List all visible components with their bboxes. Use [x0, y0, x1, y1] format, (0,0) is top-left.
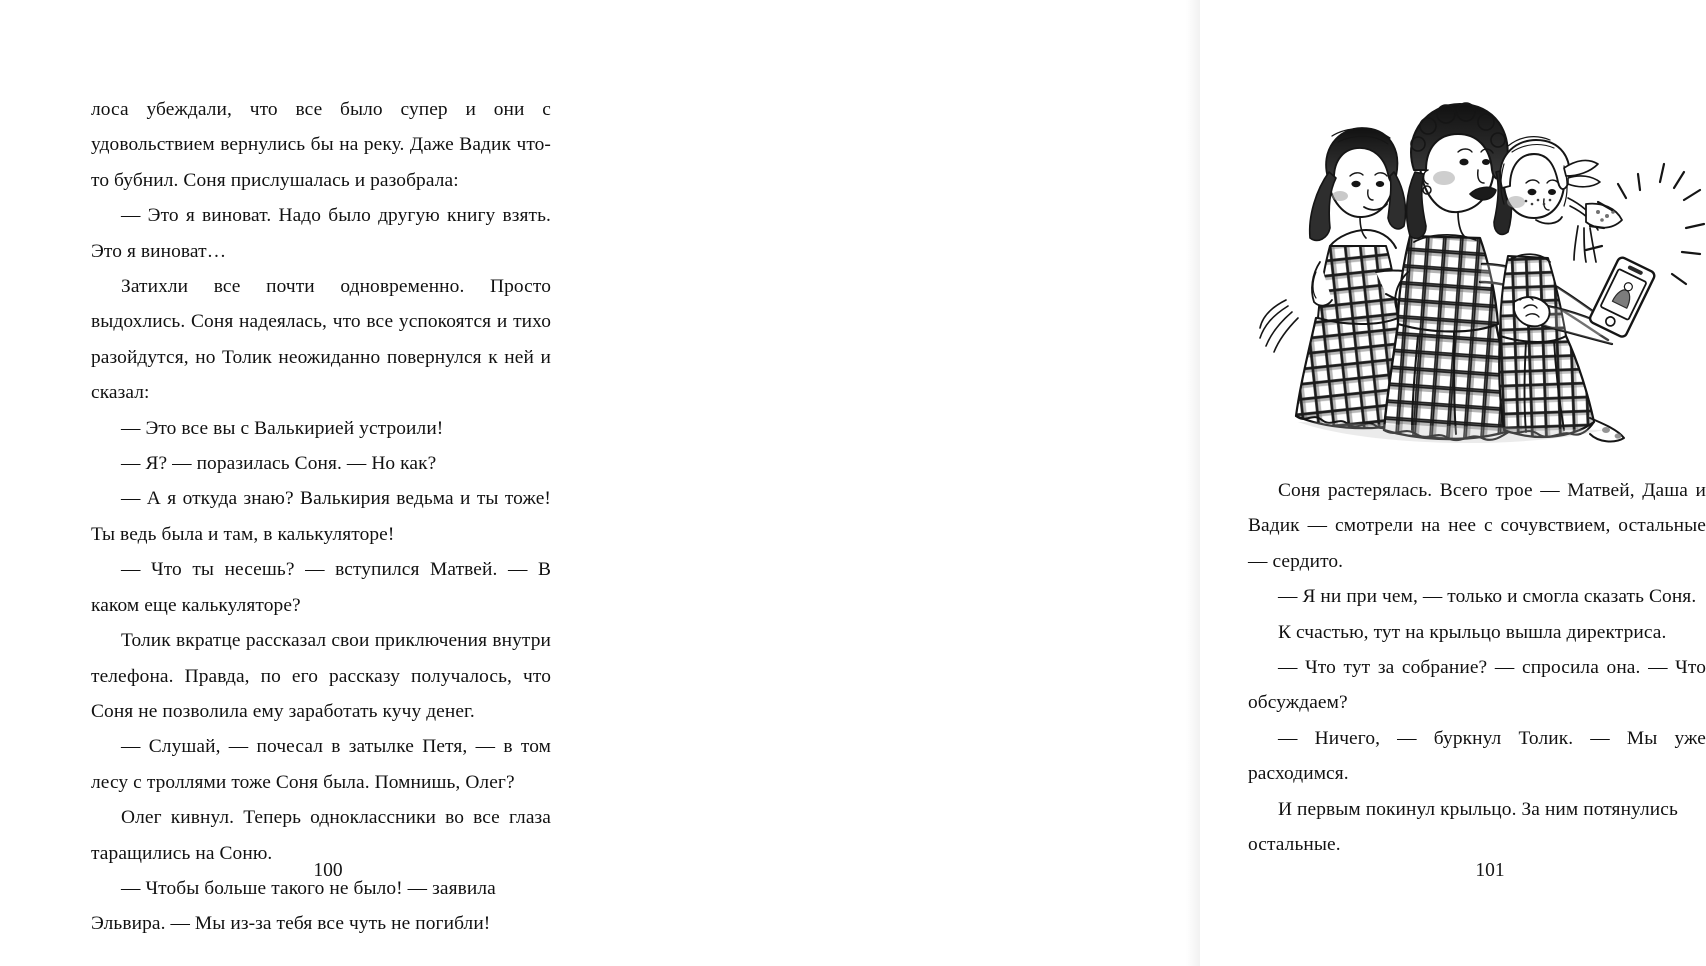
paragraph: Олег кивнул. Теперь одноклассники во все глаза таращились на Соню. [91, 807, 551, 864]
page-number-left: 100 [313, 860, 343, 881]
three-girls-selfie-illustration [1268, 86, 1688, 464]
body-text-left-page [91, 92, 551, 942]
paragraph: — Что тут за собрание? — спросила она. — Что обсуждаем? [1248, 657, 1706, 714]
paragraph: — А я откуда знаю? Валькирия ведьма и ты тоже! Ты ведь была и там, в калькуляторе! [91, 488, 551, 545]
paragraph: — Я ни при чем, — только и смогла сказать Соня. [1278, 586, 1697, 608]
paragraph: К счастью, тут на крыльцо вышла директриса. [1278, 621, 1667, 643]
paragraph: — Ничего, — буркнул Толик. — Мы уже расходимся. [1248, 727, 1706, 785]
paragraph: — Это все вы с Валькирией устроили! [121, 417, 444, 439]
body-text-right-page [1248, 473, 1706, 862]
page-number-right: 101 [1475, 860, 1505, 881]
page-right [600, 0, 1706, 966]
paragraph: — Это я виноват. Надо было другую книгу взять. Это я виноват… [91, 205, 551, 262]
paragraph: — Я? — поразилась Соня. — Но как? [121, 453, 437, 475]
paragraph: Толик вкратце рассказал свои приключения внутри телефона. Правда, по его рассказу получалось, что Соня не позволила ему заработать кучу денег. [91, 630, 551, 722]
paragraph: — Чтобы больше такого не было! — заявила Эльвира. — Мы из-за тебя все чуть не погибли! [91, 877, 496, 935]
paragraph: И первым покинул крыльцо. За ним потянулись остальные. [1248, 798, 1678, 856]
paragraph: лоса убеждали, что все было супер и они с удовольствием вернулись бы на реку. Даже Вадик что-то бубнил. Соня прислушалась и разобрала: [91, 99, 551, 191]
paragraph: — Слушай, — почесал в затылке Петя, — в том лесу с троллями тоже Соня была. Помнишь, Олег? [91, 736, 551, 793]
paragraph: Затихли все почти одновременно. Просто выдохлись. Соня надеялась, что все успокоятся и тихо разойдутся, но Толик неожиданно повернулся к ней и сказал: [91, 276, 551, 404]
paragraph: — Что ты несешь? — вступился Матвей. — В каком еще калькуляторе? [91, 559, 551, 616]
page-left [0, 0, 600, 966]
paragraph: Соня растерялась. Всего трое — Матвей, Даша и Вадик — смотрели на нее с сочувствием, остальные — сердито. [1248, 480, 1706, 572]
